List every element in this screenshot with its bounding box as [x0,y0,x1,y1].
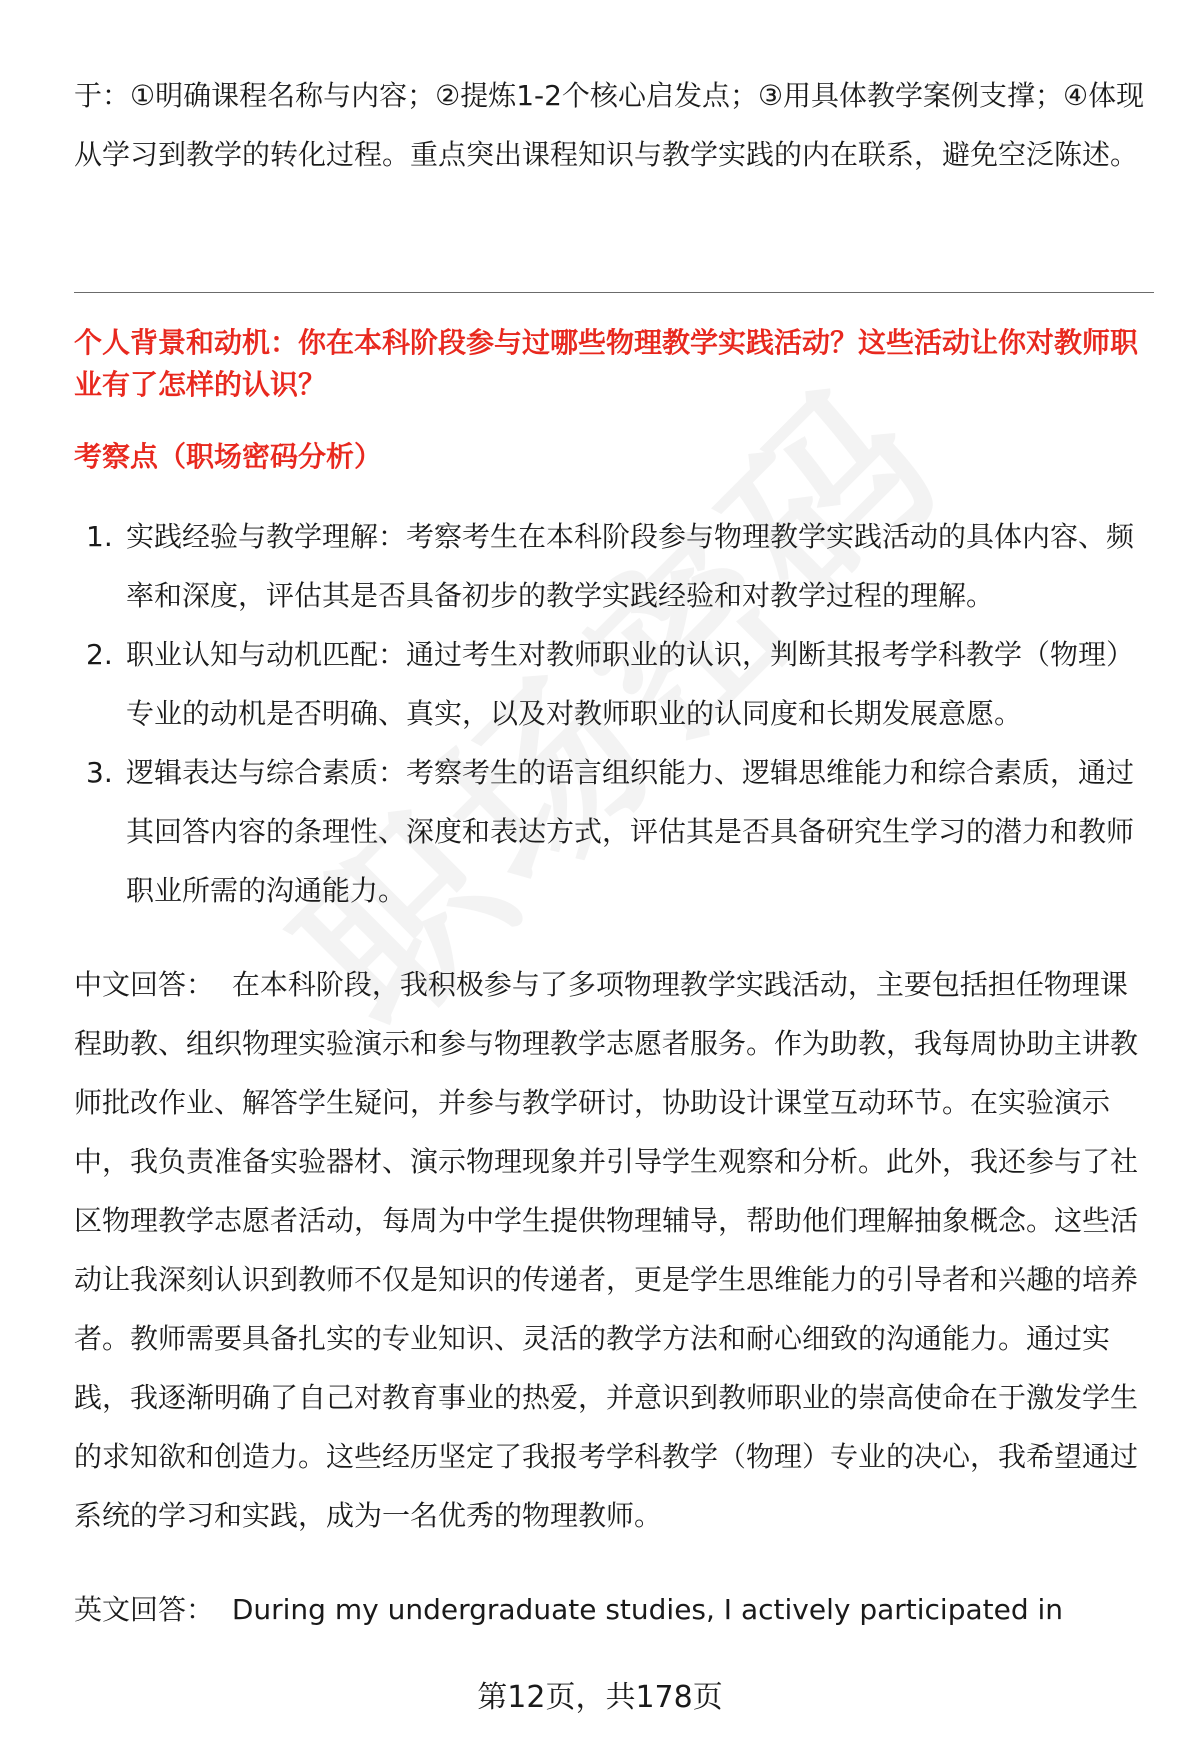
list-item [74,507,1154,625]
assessment-title: 考察点（职场密码分析） [74,440,383,473]
page-number: 第12页，共178页 [477,1680,723,1715]
list-item [74,743,1154,920]
list-item-number: 1. [86,520,113,553]
list-item-text: 逻辑表达与综合素质：考察考生的语言组织能力、逻辑思维能力和综合素质，通过其回答内容的条理性、深度和表达方式，评估其是否具备研究生学习的潜力和教师职业所需的沟通能力。 [126,756,1135,907]
chinese-answer-label: 中文回答： [74,968,215,1001]
list-item-number: 2. [86,638,113,671]
chinese-answer-text: 在本科阶段，我积极参与了多项物理教学实践活动，主要包括担任物理课程助教、组织物理实验演示和参与物理教学志愿者服务。作为助教，我每周协助主讲教师批改作业、解答学生疑问，并参与教学研讨，协助设计课堂互动环节。在实验演示中，我负责准备实验器材、演示物理现象并引导学生观察和分析。此外，我还参与了社区物理教学志愿者活动，每周为中学生提供物理辅导，帮助他们理解抽象概念。这些活动让我深刻认识到教师不仅是知识的传递者，更是学生思维能力的引导者和兴趣的培养者。教师需要具备扎实的专业知识、灵活的教学方法和耐心细致的沟通能力。通过实践，我逐渐明确了自己对教育事业的热爱，并意识到教师职业的崇高使命在于激发学生的求知欲和创造力。这些经历坚定了我报考学科教学（物理）专业的决心，我希望通过系统的学习和实践，成为一名优秀的物理教师。 [74,968,1139,1532]
list-item [74,625,1154,743]
assessment-list [74,507,1154,920]
list-item-text: 职业认知与动机匹配：通过考生对教师职业的认识，判断其报考学科教学（物理）专业的动机是否明确、真实，以及对教师职业的认同度和长期发展意愿。 [126,638,1135,730]
intro-paragraph: 于：①明确课程名称与内容；②提炼1-2个核心启发点；③用具体教学案例支撑；④体现从学习到教学的转化过程。重点突出课程知识与教学实践的内在联系，避免空泛陈述。 [74,79,1145,171]
english-answer-label: 英文回答： [74,1593,215,1626]
list-item-number: 3. [86,756,113,789]
chinese-answer [74,955,1154,1545]
interview-question: 个人背景和动机：你在本科阶段参与过哪些物理教学实践活动？这些活动让你对教师职业有了怎样的认识？ [74,326,1139,401]
english-answer-text: During my undergraduate studies, I actively participated in [231,1593,1064,1626]
section-divider [74,292,1154,293]
english-answer [74,1580,1154,1639]
list-item-text: 实践经验与教学理解：考察考生在本科阶段参与物理教学实践活动的具体内容、频率和深度，评估其是否具备初步的教学实践经验和对教学过程的理解。 [126,520,1135,612]
